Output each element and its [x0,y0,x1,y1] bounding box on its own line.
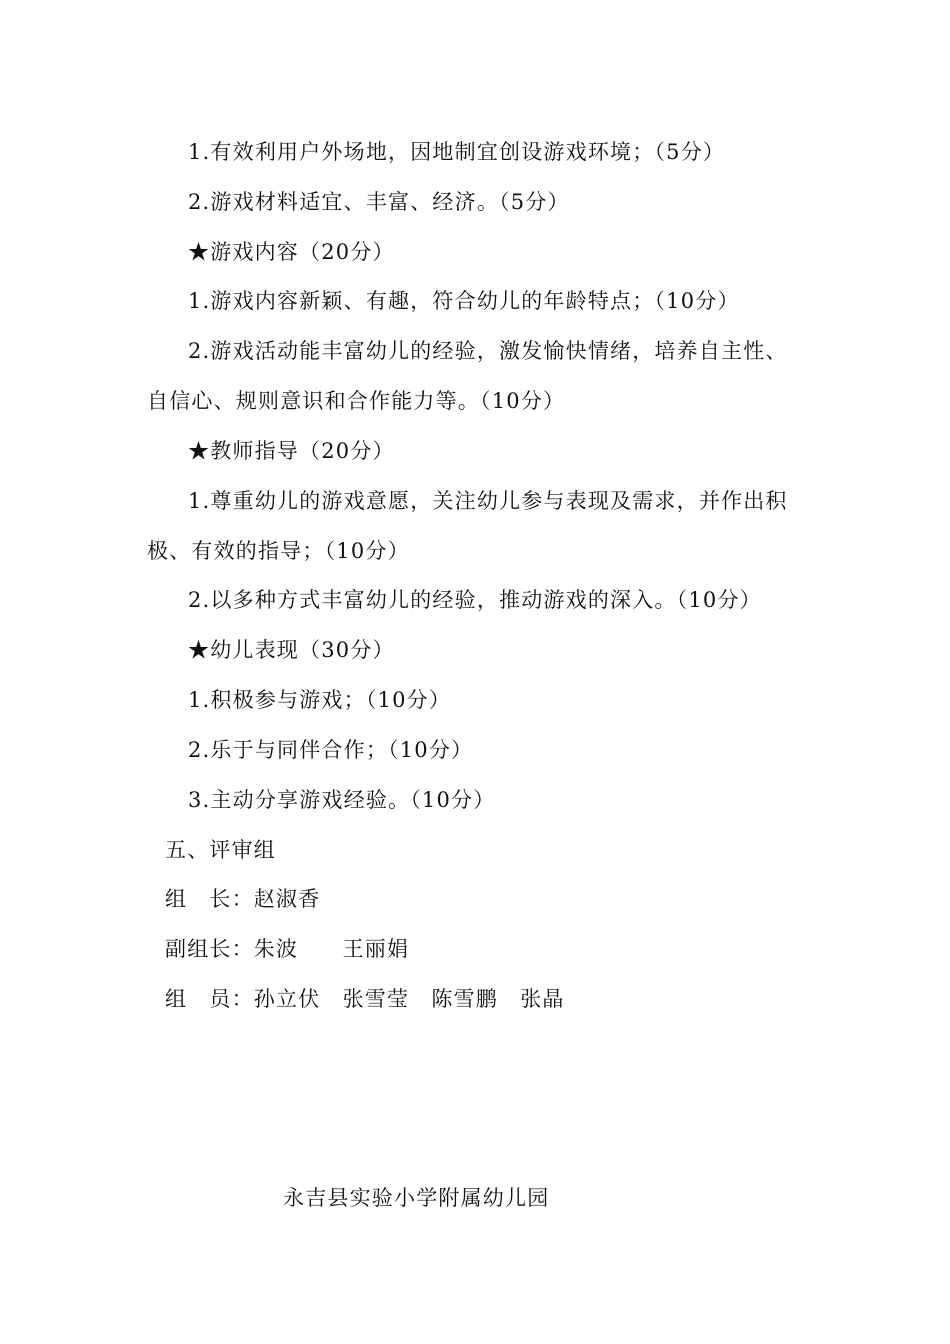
section-heading: ★幼儿表现（30分） [188,638,395,662]
criterion-line: 1.有效利用户外场地，因地制宜创设游戏环境；（5分） [188,140,726,164]
criterion-line: 2.乐于与同伴合作；（10分） [188,738,474,762]
criterion-line-continuation: 自信心、规则意识和合作能力等。（10分） [147,389,566,413]
panel-deputy: 副组长：朱波 王丽娟 [165,937,410,961]
criterion-line: 3.主动分享游戏经验。（10分） [188,788,496,812]
section-heading: ★教师指导（20分） [188,439,395,463]
criterion-line: 1.游戏内容新颖、有趣，符合幼儿的年龄特点；（10分） [188,289,740,313]
criterion-line: 2.游戏材料适宜、丰富、经济。（5分） [188,190,570,214]
section-heading: ★游戏内容（20分） [188,240,395,264]
criterion-line: 2.游戏活动能丰富幼儿的经验，激发愉快情绪，培养自主性、 [188,339,788,363]
organization-signature: 永吉县实验小学附属幼儿园 [283,1186,550,1210]
criterion-line: 1.尊重幼儿的游戏意愿，关注幼儿参与表现及需求，并作出积 [188,489,788,513]
panel-members: 组 员：孙立伏 张雪莹 陈雪鹏 张晶 [165,987,565,1011]
panel-leader: 组 长：赵淑香 [165,887,321,911]
criterion-line-continuation: 极、有效的指导；（10分） [147,539,410,563]
criterion-line: 2.以多种方式丰富幼儿的经验，推动游戏的深入。（10分） [188,588,762,612]
criterion-line: 1.积极参与游戏；（10分） [188,688,452,712]
section-title: 五、评审组 [165,838,276,862]
